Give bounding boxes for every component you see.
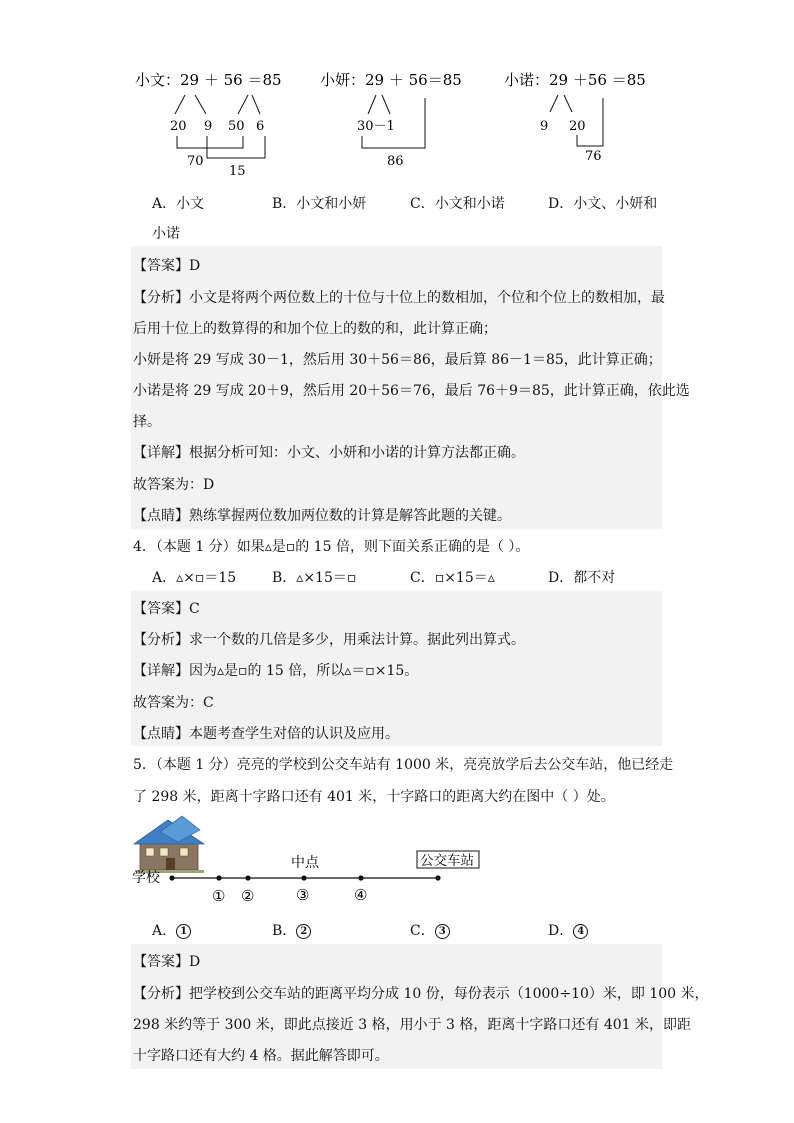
q3-analysis-line-5: 择。 (133, 414, 161, 430)
q4-comment: 【点睛】本题考查学生对倍的认识及应用。 (133, 726, 399, 742)
xiaonuo-sum: 76 (585, 149, 602, 164)
q3-comment: 【点睛】熟练掌握两位数加两位数的计算是解答此题的关键。 (133, 508, 511, 524)
xiaoyan-sum: 86 (387, 154, 404, 169)
q5-option-a[interactable] (152, 920, 191, 940)
q5-analysis-line-1: 【分析】把学校到公交车站的距离平均分成 10 份，每份表示（1000÷10）米，即 100 米， (133, 986, 709, 1002)
q5-option-c-mark: 3 (435, 924, 450, 939)
q5-option-d-letter: D． (548, 923, 574, 939)
q5-option-c-letter: C． (410, 923, 435, 939)
marker-1: ① (212, 887, 226, 905)
xiaowen-part-2: 9 (204, 119, 213, 134)
q5-option-c[interactable] (410, 920, 450, 940)
q3-option-a[interactable]: A．小文 (152, 196, 205, 212)
xiaoyan-split: 30－1 (357, 119, 395, 134)
q4-answer: 【答案】C (133, 601, 200, 617)
q5-option-b-mark: 2 (296, 924, 311, 939)
q5-option-b[interactable] (272, 920, 311, 940)
xiaonuo-part-2: 20 (569, 119, 586, 134)
marker-3: ③ (296, 886, 310, 904)
school-house-icon (134, 816, 204, 873)
midpoint-label: 中点 (291, 855, 319, 871)
xiaowen-sum-tens: 70 (187, 154, 204, 169)
xiaowen-part-1: 20 (170, 119, 187, 134)
q5-analysis-line-2: 298 米约等于 300 米，即此点接近 3 格，用小于 3 格，距离十字路口还有 401 米，即距 (133, 1017, 692, 1033)
q5-option-b-letter: B． (272, 923, 297, 939)
q3-detail: 【详解】根据分析可知：小文、小妍和小诺的计算方法都正确。 (133, 445, 525, 461)
xiaonuo-part-1: 9 (540, 119, 549, 134)
bus-stop-label: 公交车站 (420, 853, 474, 869)
q3-analysis-line-4: 小诺是将 29 写成 20＋9，然后用 20＋56＝76，最后 76＋9＝85，此计算正确，依此选 (133, 383, 690, 399)
q4-detail: 【详解】因为▵是▫的 15 倍，所以▵＝▫×15。 (133, 663, 419, 679)
q4-option-c[interactable]: C．▫×15＝▵ (410, 570, 495, 586)
q3-option-b[interactable]: B．小文和小妍 (272, 196, 367, 212)
q5-question-line-1: 5．（本题 1 分）亮亮的学校到公交车站有 1000 米，亮亮放学后去公交车站，他已经走 (133, 757, 674, 773)
q5-question-line-2: 了 298 米，距离十字路口还有 401 米，十字路口的距离大约在图中（ ）处。 (133, 789, 615, 805)
q5-option-a-letter: A． (152, 923, 177, 939)
q5-answer: 【答案】D (133, 954, 201, 970)
xiaowen-expression: 小文：29 ＋ 56 ＝85 (135, 71, 282, 89)
q3-analysis-line-2: 后用十位上的数算得的和加个位上的数的和，此计算正确； (133, 321, 497, 337)
xiaonuo-expression: 小诺：29 ＋56 ＝85 (504, 71, 646, 89)
q5-option-a-mark: 1 (176, 924, 191, 939)
q3-option-d-continued: 小诺 (152, 226, 180, 242)
q3-final-answer: 故答案为：D (133, 477, 215, 493)
xiaowen-part-4: 6 (256, 119, 265, 134)
xiaowen-sum-ones: 15 (229, 164, 246, 179)
q4-option-d[interactable]: D．都不对 (548, 570, 616, 586)
q5-route-figure (130, 812, 490, 907)
q3-method-figure (130, 62, 670, 182)
school-label: 学校 (132, 870, 160, 886)
q5-option-d[interactable] (548, 920, 588, 940)
q4-option-b[interactable]: B．▵×15＝▫ (272, 570, 357, 586)
q3-option-d[interactable]: D．小文、小妍和 (548, 196, 658, 212)
marker-4: ④ (354, 886, 368, 904)
q5-option-d-mark: 4 (573, 924, 588, 939)
q4-option-a[interactable]: A．▵×▫＝15 (152, 570, 237, 586)
marker-2: ② (241, 887, 255, 905)
q4-question: 4．（本题 1 分）如果▵是▫的 15 倍，则下面关系正确的是（ ）。 (133, 539, 530, 555)
q4-final-answer: 故答案为：C (133, 695, 214, 711)
q3-answer: 【答案】D (133, 258, 201, 274)
q5-analysis-line-3: 十字路口还有大约 4 格。据此解答即可。 (133, 1048, 389, 1064)
xiaowen-part-3: 50 (228, 119, 245, 134)
q3-analysis-line-1: 【分析】小文是将两个两位数上的十位与十位上的数相加，个位和个位上的数相加，最 (133, 290, 665, 306)
xiaoyan-expression: 小妍：29 ＋ 56＝85 (320, 71, 462, 89)
q4-analysis: 【分析】求一个数的几倍是多少，用乘法计算。据此列出算式。 (133, 632, 525, 648)
q3-analysis-line-3: 小妍是将 29 写成 30－1，然后用 30＋56＝86，最后算 86－1＝85，此计算正确； (133, 352, 662, 368)
q3-option-c[interactable]: C．小文和小诺 (410, 196, 505, 212)
